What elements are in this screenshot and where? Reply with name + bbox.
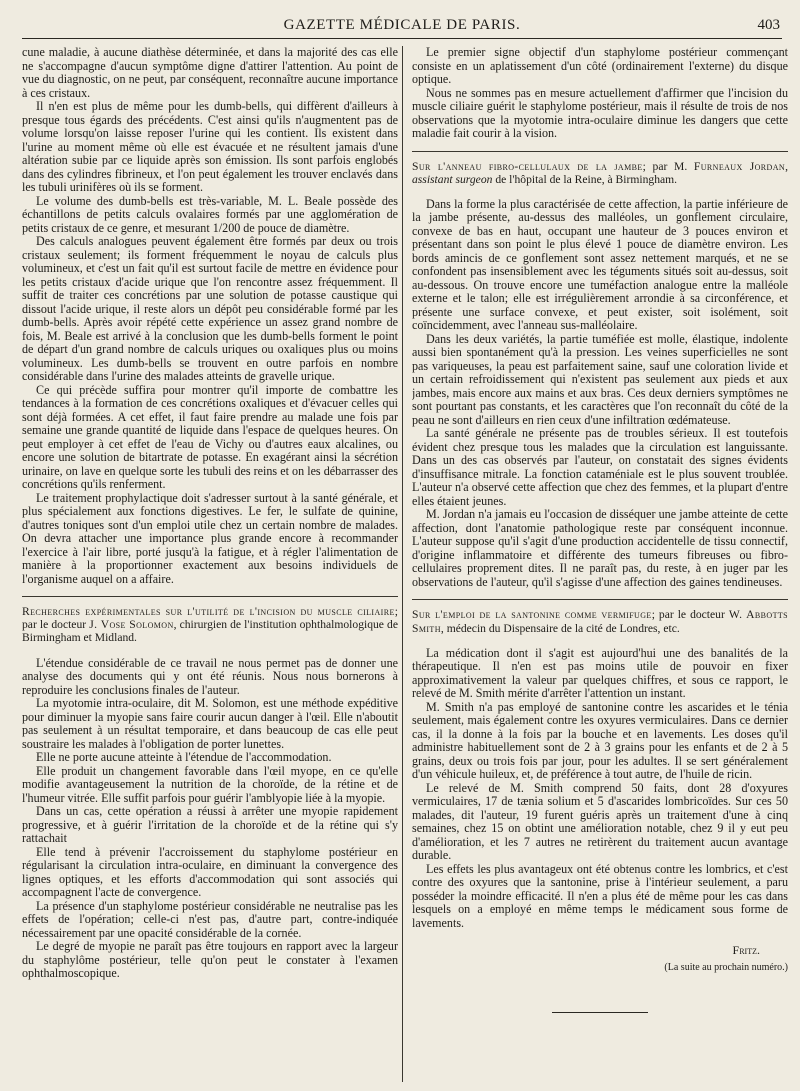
end-rule (552, 1012, 648, 1013)
heading-text: ; par le docteur (651, 608, 729, 622)
left-column (22, 46, 398, 1082)
paragraph: Le premier signe objectif d'un staphylome postérieur commençant consiste en un aplatissement d'un côté (ordinairement l'externe) du disque optique. (412, 46, 788, 86)
journal-title: GAZETTE MÉDICALE DE PARIS. (283, 17, 521, 33)
heading-author: Furneaux Jordan (693, 159, 786, 173)
article-heading-muscle-ciliaire (22, 596, 398, 645)
paragraph: Elle produit un changement favorable dans l'œil myope, en ce qu'elle modifie avantageusement la nutrition de la choroïde, de la rétine et de l'humeur vitrée. Elle suffit parfois pour guérir l'amblyopie liée à la myopie. (22, 763, 398, 805)
heading-text: , médecin du Dispensaire de la cité de Londres, etc. (440, 621, 680, 635)
paragraph: Le volume des dumb-bells est très-variable, M. L. Beale possède des échantillons de petits calculs ovalaires formés par une agglomération de petits cristaux de ce genre, et mesurant 1/200 de pouce de diamètre. (22, 193, 398, 235)
paragraph: M. Smith n'a pas employé de santonine contre les ascarides et le ténia seulement, mais également contre les oxyures vermiculaires. Dans ce dernier cas, il la donne à la fois par la bouche et en lavements. Les doses qu'il administre habituellement sont de 2 à 3 grains pour les enfants et de 2 à 5 grains, deux ou trois fois par jour, pour les adultes. Il se sert généralement d'un véhicule huileux, et, de préférence à tout autre, de l'huile de ricin. (412, 699, 788, 782)
continued-notice: (La suite au prochain numéro.) (664, 961, 788, 973)
paragraph: Le degré de myopie ne paraît pas être toujours en rapport avec la largeur du staphylôme postérieur, telle qu'on peut le constater à l'examen ophthalmoscopique. (22, 939, 398, 981)
heading-text: ; par M. (642, 159, 694, 173)
paragraph: Nous ne sommes pas en mesure actuellement d'affirmer que l'incision du muscle ciliaire guérit le staphylome postérieur, mais il résulte de trois de nos observations que la myotomie intra-oculaire diminue les dangers que cette maladie fait courir à la vision. (412, 85, 788, 140)
page-header (22, 14, 782, 39)
paragraph: cune maladie, à aucune diathèse déterminée, et dans la majorité des cas elle ne s'accompagne d'aucun symptôme digne d'attirer l'attention. Au point de vue du diagnostic, on ne peut, par conséquent, reconnaître aucune importance à ces cristaux. (22, 46, 398, 100)
paragraph: La myotomie intra-oculaire, dit M. Solomon, est une méthode expéditive pour diminuer la myopie sans faire courir aucun danger à l'œil. Elle n'aboutit pas seulement à un résultat temporaire, et dans beaucoup de cas elle peut soustraire les malades à l'obligation de porter lunettes. (22, 696, 398, 751)
paragraph: Elle ne porte aucune atteinte à l'étendue de l'accommodation. (36, 750, 332, 765)
heading-text: de l'hôpital de la Reine, à Birmingham. (492, 172, 678, 186)
paragraph: La médication dont il s'agit est aujourd'hui une des banalités de la thérapeutique. Il n'en est pas moins utile de pouvoir en fixer approximativement la valeur par quelques chiffres, et sous ce rapport, le relevé de M. Smith mérite d'arrêter l'attention un instant. (412, 645, 788, 701)
heading-text: ; par le docteur (22, 605, 398, 632)
paragraph: Dans un cas, cette opération a réussi à arrêter une myopie rapidement progressive, et à guérir l'irritation de la choroïde et de la rétine qui s'y rattachait (22, 804, 398, 846)
page-number: 403 (757, 17, 780, 33)
paragraph: M. Jordan n'a jamais eu l'occasion de disséquer une jambe atteinte de cette affection, dont l'anatomie pathologique reste par conséquent inconnue. L'auteur suppose qu'il s'agit d'une production accidentelle de tissu connectif, d'origine inflammatoire et différente des tumeurs fibreuses ou fibro-cellulaires proprement dites. Il ne paraît pas, du reste, à en juger par les observations de l'auteur, qu'il s'agisse d'une affection des gaines tendineuses. (412, 507, 788, 589)
heading-text: , (785, 159, 788, 173)
paragraph: Des calculs analogues peuvent également être formés par deux ou trois cristaux seulement; ils forment fréquemment le noyau de calculs plus volumineux, et c'est un fait qu'il est surtout facile de mettre en évidence pour les petits cristaux d'acide urique que l'on rencontre assez fréquemment. Il suffit de traiter ces concrétions par une solution de potasse caustique qui dissout l'acide urique, il reste alors un dépôt peu considérable formé par les dumb-bells. Après avoir répété cette expérience un assez grand nombre de fois, M. Beale est arrivé à la conclusion que les dumb-bells forment le point de départ d'un grand nombre de calculs uriques ou oxaliques plus ou moins volumineux. Les dumb-bells se trouvent en outre parfois en nombre considérable dans l'urine des malades atteints de gravelle urique. (22, 234, 398, 383)
paragraph: Ce qui précède suffira pour montrer qu'il importe de combattre les tendances à la formation de ces concrétions oxaliques et d'évacuer celles qui sont déjà formées. A cet effet, il faut faire prendre au malade une fois par semaine une grande quantité de liquide dans l'espace de quelques heures. On peut employer à cet effet de l'eau de Vichy ou d'autres eaux alcalines, ou encore une solution de bitartrate de potasse. En exagérant ainsi la sécrétion urinaire, on lave en quelque sorte les tubuli des reins et on les débarrasser des concrétions qu'ils renferment. (22, 382, 398, 491)
paragraph: Les effets les plus avantageux ont été obtenus contre les lombrics, et c'est contre des oxyures que la santonine, prise à l'intérieur seulement, a paru posséder la moindre efficacité. Il n'en a plus été de même pour les cas dans lesquels on a employé en même temps le médicament sous forme de lavements. (412, 861, 788, 930)
paragraph: Le relevé de M. Smith comprend 50 faits, dont 28 d'oxyures vermiculaires, 17 de tænia solium et 5 d'ascarides lombricoïdes. Sur ces 50 malades, dit l'auteur, 19 furent guéris après un traitement d'une à cinq semaines, chez 15 on obtint une amélioration notable, chez 9 il y eut peu d'amélioration, et les 7 autres ne retirèrent du traitement aucun avantage durable. (412, 780, 788, 863)
author-signature: Fritz. (732, 943, 760, 958)
paragraph: Il n'en est plus de même pour les dumb-bells, qui diffèrent d'ailleurs à presque tous égards des précédents. C'est ainsi qu'ils n'augmentent pas de volume lorsqu'on laisse reposer l'urine qui les contient. Ils existent dans l'urine au moment même où elle est évacuée et ne résultent jamais d'une altération subie par ce liquide après son émission. Ils sont parfois englobés dans des cylindres fibrineux, et l'on peut également les trouver enclavés dans les tubuli urinifères où ils se forment. (22, 99, 398, 194)
heading-text: , chirurgien de l'institution ophthalmologique de Birmingham et Midland. (22, 618, 398, 645)
heading-role: assistant surgeon (412, 172, 493, 186)
heading-title: Sur l'anneau fibro-cellulaux de la jambe (412, 159, 643, 173)
column-divider (402, 46, 403, 1082)
paragraph: Dans les deux variétés, la partie tuméfiée est molle, élastique, indolente aussi bien spontanément qu'à la pression. Les veines superficielles ne sont pas variqueuses, la peau est parfaitement saine, sauf une coloration livide et un certain refroidissement qui n'existent pas seulement aux pieds et aux jambes, mais encore aux mains et aux bras. Ces deux derniers symptômes ne sont pourtant pas constants, et les caractères que l'on reconnaît du côté de la peau ne sont d'ailleurs en rien ceux d'une infiltration œdémateuse. (412, 331, 788, 427)
paragraph: La santé générale ne présente pas de troubles sérieux. Il est toutefois évident chez presque tous les malades que la circulation est languissante. Dans un des cas observés par l'auteur, on constatait des signes évidents d'insuffisance mitrale. La fonction cataméniale est le plus souvent troublée. L'auteur n'a observé cette affection que chez des femmes, et la plupart d'entre elles étaient jeunes. (412, 426, 788, 508)
right-column (412, 46, 788, 1082)
article-heading-anneau-jambe (412, 151, 788, 186)
heading-author: W. Abbotts Smith (412, 608, 788, 635)
heading-author: J. Vose Solomon (89, 618, 174, 632)
paragraph: Le traitement prophylactique doit s'adresser surtout à la santé générale, et plus spécialement aux fonctions digestives. Le fer, le sulfate de quinine, d'autres toniques sont d'un emploi utile chez un certain nombre de malades. On devra attacher une importance plus grande encore à recommander l'exercice à l'air libre, porté jusqu'à la fatigue, et à régler l'alimentation de manière à la proportionner exactement aux besoins individuels de l'organisme auquel on a affaire. (22, 490, 398, 586)
heading-title: Sur l'emploi de la santonine comme vermifuge (412, 608, 652, 622)
article-heading-santonine (412, 599, 788, 634)
paragraph: Elle tend à prévenir l'accroissement du staphylome postérieur en régularisant la circulation intra-oculaire, en diminuant la convergence des lignes optiques, et les efforts d'accommodation qui sont associés qui accompagnent l'acte de convergence. (22, 844, 398, 900)
paragraph: La présence d'un staphylome postérieur considérable ne neutralise pas les effets de l'opération; celle-ci n'est pas, d'autre part, contre-indiquée nécessairement par une opacité considérable de la cornée. (22, 898, 398, 940)
paragraph: L'étendue considérable de ce travail ne nous permet pas de donner une analyse des documents qui y ont été réunis. Nous nous bornerons à reproduire les conclusions finales de l'auteur. (22, 655, 398, 697)
paragraph: Dans la forme la plus caractérisée de cette affection, la partie inférieure de la jambe présente, au-dessus des malléoles, un gonflement circulaire, convexe de bas en haut, occupant une hauteur de 3 pouces environ et présentant dans son point le plus élevé 1 pouce de diamètre environ. Les bords amincis de ce gonflement sont assez nettement marqués, et ne se confondent pas insensiblement avec les téguments situés soit au-dessus, soit au-dessous. On trouve encore une tuméfaction analogue entre la malléole externe et le talon; elle est irrégulièrement arrondie à sa circonférence, et présente une surface convexe, et peut exister, soit isolément, soit coïncidemment, avec l'anneau sus-malléolaire. (412, 196, 788, 333)
heading-title: Recherches expérimentales sur l'utilité de l'incision du muscle ciliaire (22, 605, 395, 618)
